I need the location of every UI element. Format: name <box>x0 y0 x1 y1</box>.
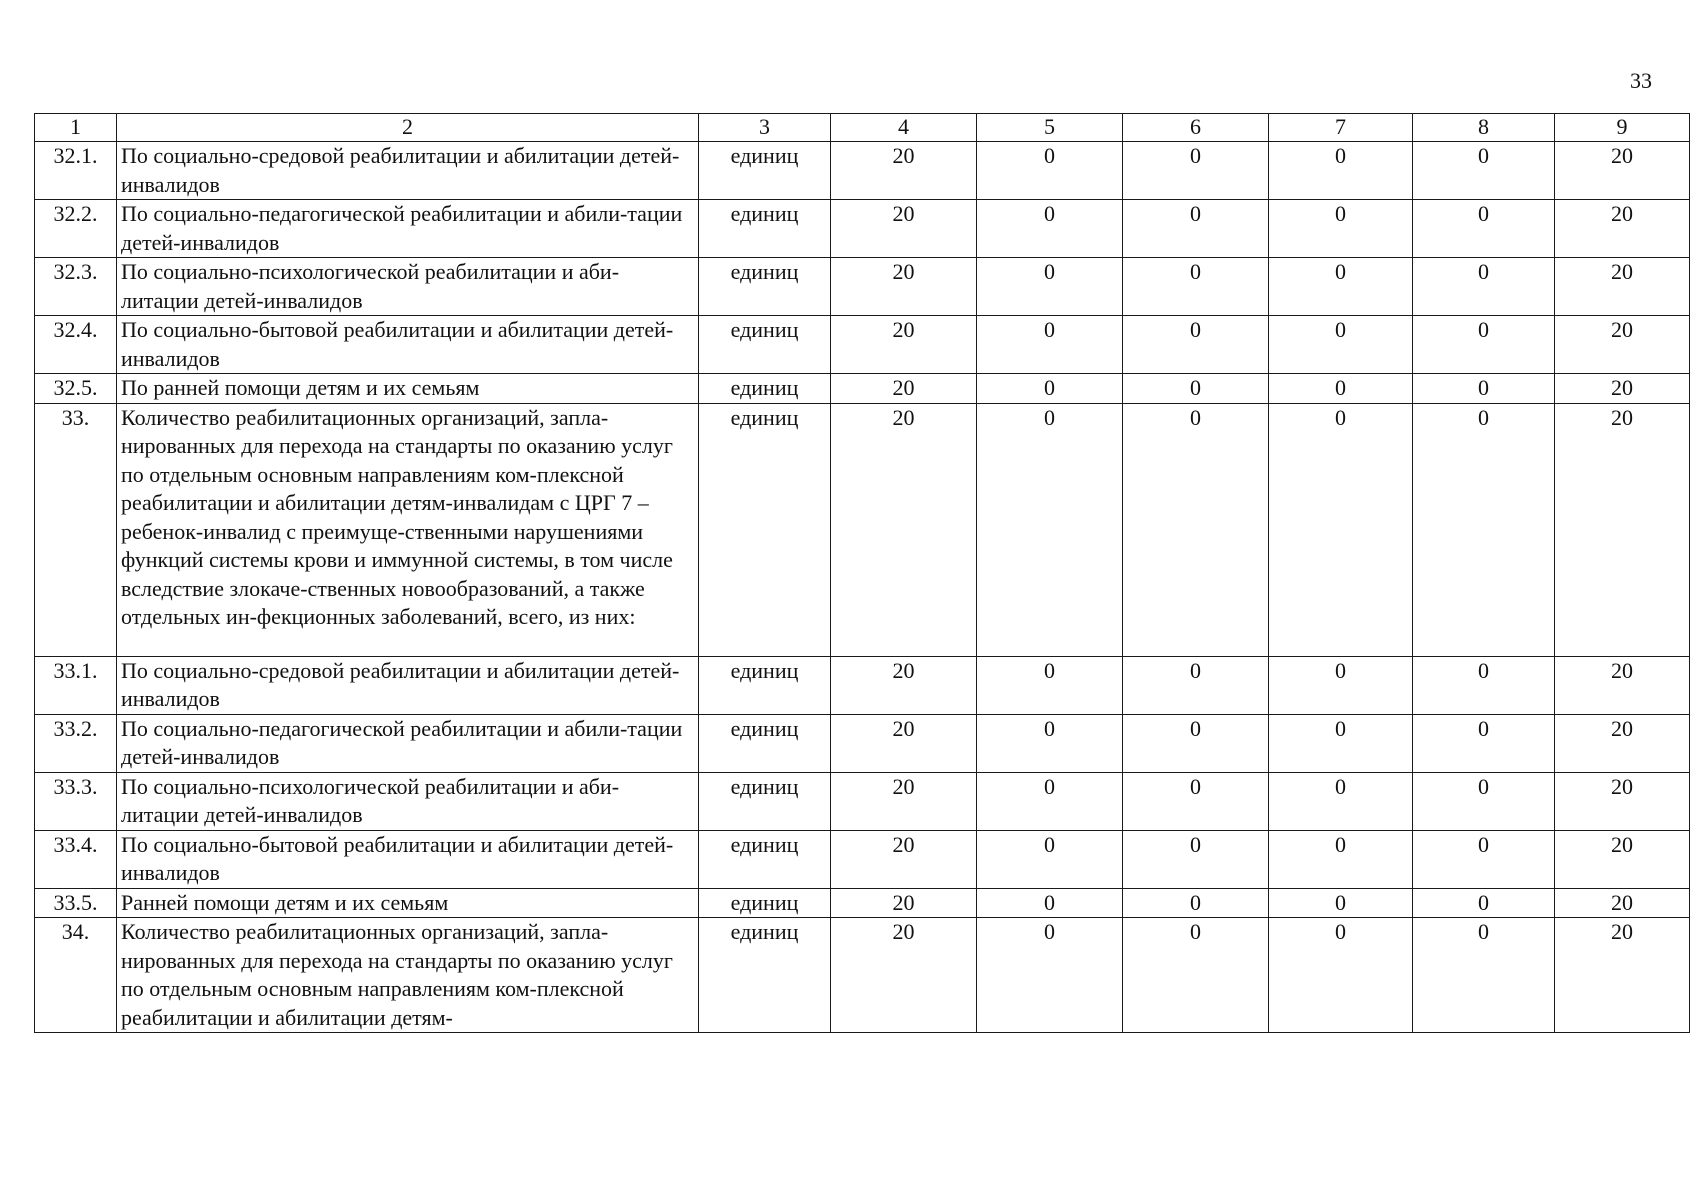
row-description: По ранней помощи детям и их семьям <box>117 374 699 404</box>
row-number: 32.5. <box>35 374 117 404</box>
row-value-col-4: 20 <box>831 374 977 404</box>
table-row <box>35 374 1690 404</box>
row-value-col-5: 0 <box>977 316 1123 374</box>
row-value-col-9: 20 <box>1555 316 1690 374</box>
row-value-col-8: 0 <box>1413 830 1555 888</box>
row-unit: единиц <box>699 830 831 888</box>
table-row <box>35 316 1690 374</box>
row-value-col-9: 20 <box>1555 200 1690 258</box>
row-number: 33.3. <box>35 772 117 830</box>
row-unit: единиц <box>699 772 831 830</box>
column-number-5: 5 <box>977 114 1123 142</box>
column-number-3: 3 <box>699 114 831 142</box>
row-value-col-9: 20 <box>1555 888 1690 918</box>
row-value-col-4: 20 <box>831 403 977 656</box>
row-value-col-8: 0 <box>1413 656 1555 714</box>
row-value-col-7: 0 <box>1269 830 1413 888</box>
row-description: По социально-психологической реабилитации и аби-литации детей-инвалидов <box>117 258 699 316</box>
row-value-col-5: 0 <box>977 772 1123 830</box>
table-row <box>35 918 1690 1033</box>
row-unit: единиц <box>699 200 831 258</box>
table-row <box>35 142 1690 200</box>
row-value-col-7: 0 <box>1269 656 1413 714</box>
row-unit: единиц <box>699 918 831 1033</box>
row-number: 33.4. <box>35 830 117 888</box>
row-value-col-6: 0 <box>1123 714 1269 772</box>
row-description: По социально-средовой реабилитации и абилитации детей-инвалидов <box>117 656 699 714</box>
column-number-header-row <box>35 114 1690 142</box>
row-value-col-7: 0 <box>1269 772 1413 830</box>
row-description: По социально-бытовой реабилитации и абилитации детей-инвалидов <box>117 316 699 374</box>
row-unit: единиц <box>699 403 831 656</box>
row-unit: единиц <box>699 258 831 316</box>
row-value-col-7: 0 <box>1269 403 1413 656</box>
column-number-6: 6 <box>1123 114 1269 142</box>
row-value-col-5: 0 <box>977 656 1123 714</box>
row-number: 33.1. <box>35 656 117 714</box>
row-value-col-8: 0 <box>1413 200 1555 258</box>
row-number: 33. <box>35 403 117 656</box>
row-value-col-9: 20 <box>1555 830 1690 888</box>
table-row <box>35 258 1690 316</box>
row-number: 32.1. <box>35 142 117 200</box>
row-number: 32.3. <box>35 258 117 316</box>
row-value-col-8: 0 <box>1413 888 1555 918</box>
row-value-col-4: 20 <box>831 258 977 316</box>
row-unit: единиц <box>699 714 831 772</box>
row-value-col-8: 0 <box>1413 918 1555 1033</box>
row-value-col-5: 0 <box>977 830 1123 888</box>
table-row <box>35 656 1690 714</box>
column-number-8: 8 <box>1413 114 1555 142</box>
row-value-col-4: 20 <box>831 772 977 830</box>
table-row <box>35 772 1690 830</box>
column-number-2: 2 <box>117 114 699 142</box>
row-value-col-7: 0 <box>1269 258 1413 316</box>
row-value-col-8: 0 <box>1413 258 1555 316</box>
row-value-col-4: 20 <box>831 714 977 772</box>
row-value-col-5: 0 <box>977 888 1123 918</box>
row-number: 32.2. <box>35 200 117 258</box>
row-value-col-9: 20 <box>1555 918 1690 1033</box>
row-value-col-7: 0 <box>1269 316 1413 374</box>
row-value-col-5: 0 <box>977 258 1123 316</box>
row-value-col-4: 20 <box>831 830 977 888</box>
row-unit: единиц <box>699 656 831 714</box>
page-number: 33 <box>1630 68 1652 93</box>
column-number-7: 7 <box>1269 114 1413 142</box>
row-value-col-8: 0 <box>1413 403 1555 656</box>
row-description: По социально-психологической реабилитации и аби-литации детей-инвалидов <box>117 772 699 830</box>
row-value-col-4: 20 <box>831 918 977 1033</box>
row-unit: единиц <box>699 374 831 404</box>
row-value-col-9: 20 <box>1555 142 1690 200</box>
row-value-col-4: 20 <box>831 142 977 200</box>
row-number: 33.2. <box>35 714 117 772</box>
row-unit: единиц <box>699 888 831 918</box>
row-description: По социально-бытовой реабилитации и абилитации детей-инвалидов <box>117 830 699 888</box>
table-row <box>35 830 1690 888</box>
column-number-9: 9 <box>1555 114 1690 142</box>
table-row <box>35 888 1690 918</box>
row-value-col-4: 20 <box>831 656 977 714</box>
table-row <box>35 714 1690 772</box>
row-value-col-6: 0 <box>1123 142 1269 200</box>
table-row <box>35 403 1690 656</box>
row-value-col-5: 0 <box>977 142 1123 200</box>
row-value-col-5: 0 <box>977 918 1123 1033</box>
column-number-1: 1 <box>35 114 117 142</box>
row-description: Количество реабилитационных организаций, запла-нированных для перехода на стандарты по оказанию услуг по отдельным основным направлениям ком-плексной реабилитации и абилитации детям- <box>117 918 699 1033</box>
row-value-col-8: 0 <box>1413 142 1555 200</box>
row-value-col-7: 0 <box>1269 200 1413 258</box>
row-unit: единиц <box>699 142 831 200</box>
row-description: По социально-педагогической реабилитации и абили-тации детей-инвалидов <box>117 200 699 258</box>
row-value-col-7: 0 <box>1269 918 1413 1033</box>
row-value-col-6: 0 <box>1123 656 1269 714</box>
row-value-col-6: 0 <box>1123 888 1269 918</box>
row-value-col-8: 0 <box>1413 316 1555 374</box>
row-value-col-7: 0 <box>1269 374 1413 404</box>
row-value-col-4: 20 <box>831 316 977 374</box>
row-value-col-8: 0 <box>1413 374 1555 404</box>
row-value-col-8: 0 <box>1413 772 1555 830</box>
row-number: 32.4. <box>35 316 117 374</box>
row-value-col-6: 0 <box>1123 374 1269 404</box>
row-value-col-9: 20 <box>1555 258 1690 316</box>
row-number: 33.5. <box>35 888 117 918</box>
row-value-col-9: 20 <box>1555 403 1690 656</box>
row-value-col-6: 0 <box>1123 918 1269 1033</box>
data-table <box>34 113 1690 1033</box>
row-value-col-9: 20 <box>1555 374 1690 404</box>
row-value-col-5: 0 <box>977 403 1123 656</box>
row-value-col-8: 0 <box>1413 714 1555 772</box>
row-value-col-9: 20 <box>1555 656 1690 714</box>
row-number: 34. <box>35 918 117 1033</box>
column-number-4: 4 <box>831 114 977 142</box>
row-value-col-5: 0 <box>977 714 1123 772</box>
row-value-col-9: 20 <box>1555 714 1690 772</box>
row-value-col-7: 0 <box>1269 888 1413 918</box>
row-description: По социально-педагогической реабилитации и абили-тации детей-инвалидов <box>117 714 699 772</box>
row-description: Ранней помощи детям и их семьям <box>117 888 699 918</box>
table-row <box>35 200 1690 258</box>
row-value-col-6: 0 <box>1123 316 1269 374</box>
row-value-col-5: 0 <box>977 374 1123 404</box>
row-value-col-9: 20 <box>1555 772 1690 830</box>
row-value-col-7: 0 <box>1269 714 1413 772</box>
row-value-col-6: 0 <box>1123 772 1269 830</box>
row-value-col-6: 0 <box>1123 200 1269 258</box>
row-value-col-7: 0 <box>1269 142 1413 200</box>
row-value-col-4: 20 <box>831 200 977 258</box>
row-description: Количество реабилитационных организаций, запла-нированных для перехода на стандарты по оказанию услуг по отдельным основным направлениям ком-плексной реабилитации и абилитации детям-инвалидам с ЦРГ 7 – ребенок-инвалид с преимуще-ственными нарушениями функций системы крови и иммунной системы, в том числе вследствие злокаче-ственных новообразований, а также отдельных ин-фекционных заболеваний, всего, из них: <box>117 403 699 656</box>
row-value-col-5: 0 <box>977 200 1123 258</box>
row-value-col-6: 0 <box>1123 403 1269 656</box>
row-description: По социально-средовой реабилитации и абилитации детей-инвалидов <box>117 142 699 200</box>
row-value-col-4: 20 <box>831 888 977 918</box>
row-value-col-6: 0 <box>1123 830 1269 888</box>
row-value-col-6: 0 <box>1123 258 1269 316</box>
row-unit: единиц <box>699 316 831 374</box>
